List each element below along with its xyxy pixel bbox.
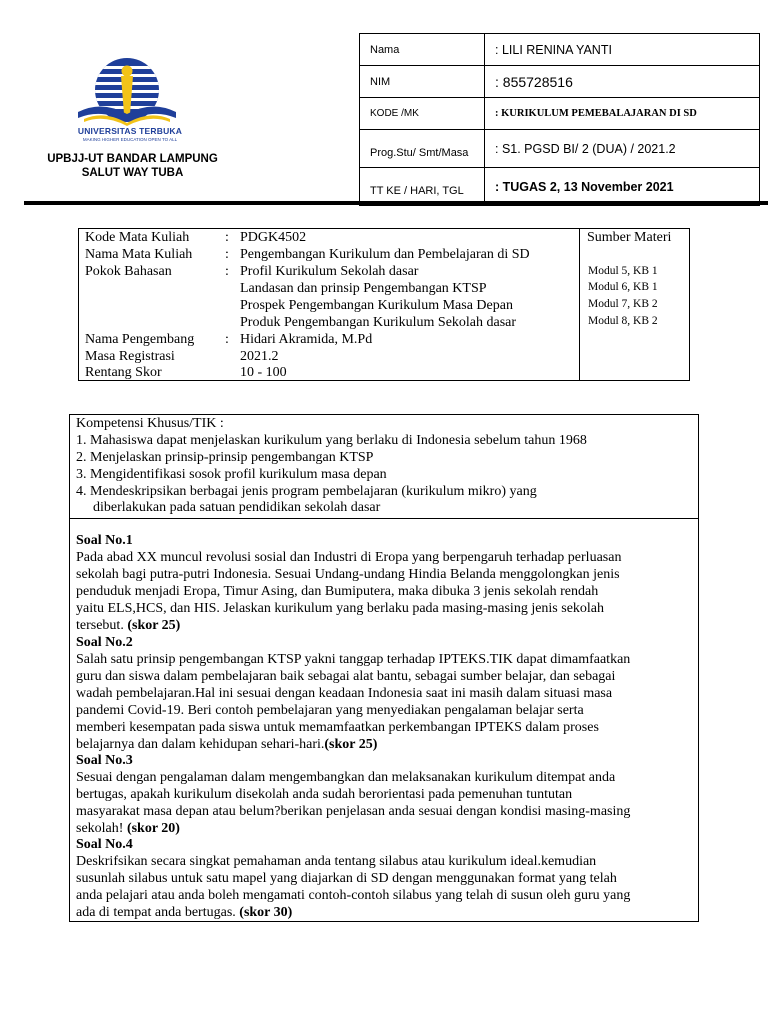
- course-score-range: 10 - 100: [240, 365, 287, 380]
- identity-value: : TUGAS 2, 13 November 2021: [485, 168, 760, 206]
- identity-label: Prog.Stu/ Smt/Masa: [360, 130, 485, 168]
- course-topic: Landasan dan prinsip Pengembangan KTSP: [240, 281, 487, 296]
- question-line: Sesuai dengan pengalaman dalam mengembangkan dan melaksanakan kurikulum ditempat anda: [76, 770, 616, 785]
- course-label: Pokok Bahasan: [85, 264, 172, 279]
- question-title: Soal No.1: [76, 533, 133, 548]
- competency-item: 1. Mahasiswa dapat menjelaskan kurikulum yang berlaku di Indonesia sebelum tahun 1968: [76, 433, 587, 448]
- identity-label: Nama: [360, 34, 485, 66]
- question-title: Soal No.4: [76, 837, 133, 852]
- source-material-item: Modul 5, KB 1: [588, 265, 658, 277]
- course-code: PDGK4502: [240, 230, 307, 245]
- question-line: pandemi Covid-19. Beri contoh pembelajaran yang menyediakan pengalaman belajar serta: [76, 703, 584, 718]
- office-name: [20, 152, 245, 180]
- course-label: Kode Mata Kuliah: [85, 230, 190, 245]
- course-name: Pengembangan Kurikulum dan Pembelajaran di SD: [240, 247, 530, 262]
- source-material-item: Modul 7, KB 2: [588, 298, 658, 310]
- identity-row: [360, 34, 760, 66]
- competency-item: 3. Mengidentifikasi sosok profil kurikulum masa depan: [76, 467, 387, 482]
- office-line-2: SALUT WAY TUBA: [81, 167, 184, 179]
- university-name: UNIVERSITAS TERBUKA: [77, 126, 183, 136]
- question-line: tersebut. (skor 25): [76, 618, 181, 633]
- identity-label: NIM: [360, 66, 485, 98]
- source-material-item: Modul 6, KB 1: [588, 281, 658, 293]
- question-line: ada di tempat anda bertugas. (skor 30): [76, 905, 293, 920]
- course-label: Rentang Skor: [85, 365, 162, 380]
- course-label: Nama Pengembang: [85, 332, 195, 347]
- assignment-divider: [69, 518, 699, 519]
- course-info-divider: [579, 228, 580, 381]
- question-line: masyarakat masa depan atau belum?berikan penjelasan anda sesuai dengan kondisi masing-masing: [76, 804, 631, 819]
- question-line: yaitu ELS,HCS, dan HIS. Jelaskan kurikulum yang berlaku pada masing-masing jenis sekolah: [76, 601, 605, 616]
- identity-value: : LILI RENINA YANTI: [485, 34, 760, 66]
- question-score: (skor 25): [127, 618, 181, 633]
- office-line-1: UPBJJ-UT BANDAR LAMPUNG: [47, 153, 218, 165]
- header-divider: [24, 201, 768, 205]
- course-registration: 2021.2: [240, 349, 279, 364]
- question-line: anda pelajari atau anda boleh mengamati contoh-contoh silabus yang telah di susun oleh guru yang: [76, 888, 631, 903]
- question-line: wadah pembelajaran.Hal ini sesuai dengan keadaan Indonesia saat ini masih dalam situasi masa: [76, 686, 613, 701]
- course-topic: Prospek Pengembangan Kurikulum Masa Depan: [240, 298, 513, 313]
- competency-item: 4. Mendeskripsikan berbagai jenis program pembelajaran (kurikulum mikro) yang: [76, 484, 537, 499]
- course-topic: Profil Kurikulum Sekolah dasar: [240, 264, 419, 279]
- question-line: Pada abad XX muncul revolusi sosial dan Industri di Eropa yang berpengaruh terhadap perluasan: [76, 550, 622, 565]
- question-line: belajarnya dan dalam kehidupan sehari-hari.(skor 25): [76, 737, 378, 752]
- course-colon: :: [225, 230, 229, 245]
- question-title: Soal No.2: [76, 635, 133, 650]
- course-colon: :: [225, 332, 229, 347]
- question-line: Salah satu prinsip pengembangan KTSP yakni tanggap terhadap IPTEKS.TIK dapat dimamfaatkan: [76, 652, 631, 667]
- course-colon: :: [225, 247, 229, 262]
- question-line: bertugas, apakah kurikulum disekolah anda sudah berorientasi pada pemenuhan tuntutan: [76, 787, 573, 802]
- course-developer: Hidari Akramida, M.Pd: [240, 332, 373, 347]
- identity-row: [360, 168, 760, 206]
- identity-value: : 855728516: [485, 66, 760, 98]
- question-score: (skor 30): [239, 905, 293, 920]
- competency-item: diberlakukan pada satuan pendidikan sekolah dasar: [93, 500, 381, 515]
- question-title: Soal No.3: [76, 753, 133, 768]
- question-line: sekolah bagi putra-putri Indonesia. Sesuai Undang-undang Hindia Belanda menggolongkan jenis: [76, 567, 620, 582]
- identity-row: [360, 130, 760, 168]
- university-tagline: MAKING HIGHER EDUCATION OPEN TO ALL: [82, 137, 178, 142]
- course-label: Masa Registrasi: [85, 349, 175, 364]
- competency-title: Kompetensi Khusus/TIK :: [76, 416, 224, 431]
- identity-row: [360, 98, 760, 130]
- question-line: sekolah! (skor 20): [76, 821, 180, 836]
- question-line: susunlah silabus untuk satu mapel yang diajarkan di SD dengan menggunakan format yang telah: [76, 871, 617, 886]
- question-line: Deskrifsikan secara singkat pemahaman anda tentang silabus atau kurikulum ideal.kemudian: [76, 854, 597, 869]
- identity-value: : KURIKULUM PEMEBALAJARAN DI SD: [485, 98, 760, 130]
- student-identity-table: [359, 33, 760, 206]
- course-colon: :: [225, 264, 229, 279]
- question-line: penduduk menjadi Eropa, Timur Asing, dan Bumiputera, maka dibuka 3 jenis sekolah rendah: [76, 584, 599, 599]
- identity-row: [360, 66, 760, 98]
- course-topic: Produk Pengembangan Kurikulum Sekolah dasar: [240, 315, 517, 330]
- identity-label: TT KE / HARI, TGL: [360, 168, 485, 206]
- identity-label: KODE /MK: [360, 98, 485, 130]
- question-line: guru dan siswa dalam pembelajaran baik sebagai alat bantu, sebagai sumber belajar, dan sebagai: [76, 669, 616, 684]
- source-material-heading: Sumber Materi: [587, 230, 672, 245]
- course-label: Nama Mata Kuliah: [85, 247, 193, 262]
- question-line: memberi kesempatan pada siswa untuk memamfaatkan perkembangan IPTEKS dalam proses: [76, 720, 599, 735]
- question-score: (skor 25): [324, 737, 378, 752]
- identity-value: : S1. PGSD BI/ 2 (DUA) / 2021.2: [485, 130, 760, 168]
- competency-item: 2. Menjelaskan prinsip-prinsip pengembangan KTSP: [76, 450, 374, 465]
- source-material-item: Modul 8, KB 2: [588, 315, 658, 327]
- question-score: (skor 20): [126, 821, 180, 836]
